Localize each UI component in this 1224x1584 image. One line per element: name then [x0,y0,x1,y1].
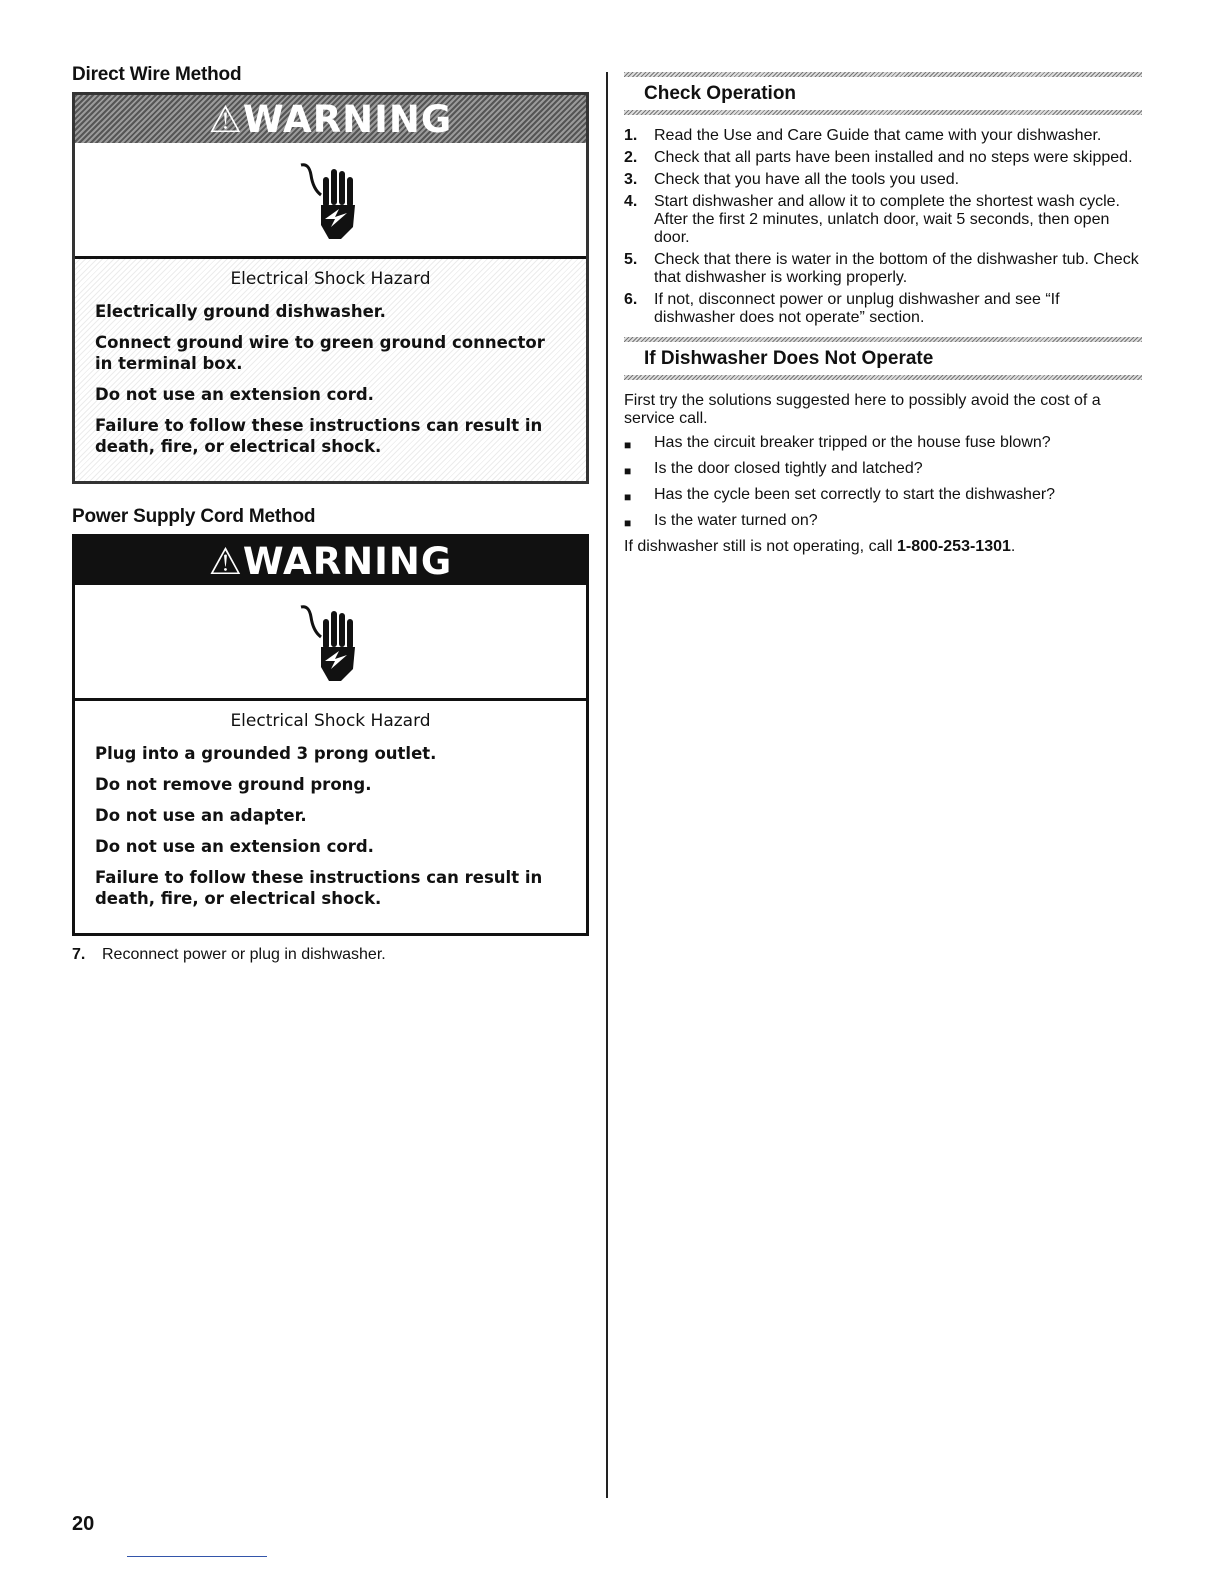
step-text: Start dishwasher and allow it to complete the shortest wash cycle. After the first 2 minutes, unlatch door, wait 5 seconds, then open door. [654,193,1120,246]
outro-prefix: If dishwasher still is not operating, call [624,538,898,555]
warning-line: Connect ground wire to green ground connector in terminal box. [95,333,545,373]
step-text: Read the Use and Care Guide that came with your dishwasher. [654,127,1102,144]
not-operate-title: If Dishwasher Does Not Operate [644,348,934,369]
warning-line: Do not use an extension cord. [95,837,374,856]
step-text: Check that there is water in the bottom of the dishwasher tub. Check that dishwasher is working properly. [654,251,1139,286]
section-rule [624,110,1142,115]
direct-wire-warning-box [72,92,589,484]
warning-body [75,259,586,481]
list-item [624,149,1142,167]
bullet-square-icon: ■ [624,464,632,478]
power-cord-warning-box [72,534,589,936]
list-item [624,486,1142,506]
hazard-title: Electrical Shock Hazard [230,269,431,289]
step-text: Reconnect power or plug in dishwasher. [102,946,386,963]
hazard-title: Electrical Shock Hazard [230,711,431,731]
outro-suffix: . [1010,538,1016,555]
electric-shock-hand-icon [291,597,371,687]
warning-line: Failure to follow these instructions can result in death, fire, or electrical shock. [95,868,543,908]
footer-line [127,1556,267,1557]
warning-line: Do not use an adapter. [95,806,307,825]
section-rule [624,375,1142,380]
warning-line: Do not remove ground prong. [95,775,372,794]
list-item [624,291,1142,327]
intro-text: First try the solutions suggested here to possibly avoid the cost of a service call. [624,392,1101,427]
outro-text [624,538,1142,556]
warning-line: Do not use an extension cord. [95,385,374,404]
bullet-text: Is the water turned on? [654,512,818,529]
bullet-text: Is the door closed tightly and latched? [654,460,923,477]
list-item [624,127,1142,145]
warning-line: Failure to follow these instructions can result in death, fire, or electrical shock. [95,416,543,456]
left-column [72,64,589,968]
step-text: If not, disconnect power or unplug dishwasher and see “If dishwasher does not operate” section. [654,291,1060,326]
column-divider [606,72,608,1498]
bullet-square-icon: ■ [624,516,632,530]
bullet-text: Has the circuit breaker tripped or the house fuse blown? [654,434,1051,451]
shock-hazard-icon-area [75,585,586,701]
bullet-square-icon: ■ [624,490,632,504]
bullet-square-icon: ■ [624,438,632,452]
list-item [624,251,1142,287]
list-item [624,434,1142,454]
warning-banner: ⚠WARNING [75,95,586,143]
warning-body [75,701,586,933]
list-item [624,193,1142,247]
step-number: 2. [624,149,638,166]
phone-number: 1-800-253-1301 [897,538,1011,555]
step-number: 7. [72,946,86,963]
step-text: Check that you have all the tools you used. [654,171,960,188]
warning-line: Plug into a grounded 3 prong outlet. [95,744,437,763]
step-text: Check that all parts have been installed and no steps were skipped. [654,149,1133,166]
step-number: 6. [624,291,638,308]
step-number: 3. [624,171,638,188]
step-7 [72,946,589,964]
warning-banner: ⚠WARNING [75,537,586,585]
step-number: 4. [624,193,638,210]
section-rule [624,337,1142,342]
power-cord-title: Power Supply Cord Method [72,506,316,527]
step-number: 5. [624,251,638,268]
electric-shock-hand-icon [291,155,371,245]
page-number: 20 [72,1513,95,1535]
section-rule [624,72,1142,77]
list-item [624,512,1142,532]
right-column [624,72,1142,562]
list-item [624,460,1142,480]
warning-line: Electrically ground dishwasher. [95,302,386,321]
shock-hazard-icon-area [75,143,586,259]
list-item [624,171,1142,189]
direct-wire-title: Direct Wire Method [72,64,242,85]
step-number: 1. [624,127,638,144]
check-operation-title: Check Operation [644,83,797,104]
bullet-text: Has the cycle been set correctly to start the dishwasher? [654,486,1056,503]
